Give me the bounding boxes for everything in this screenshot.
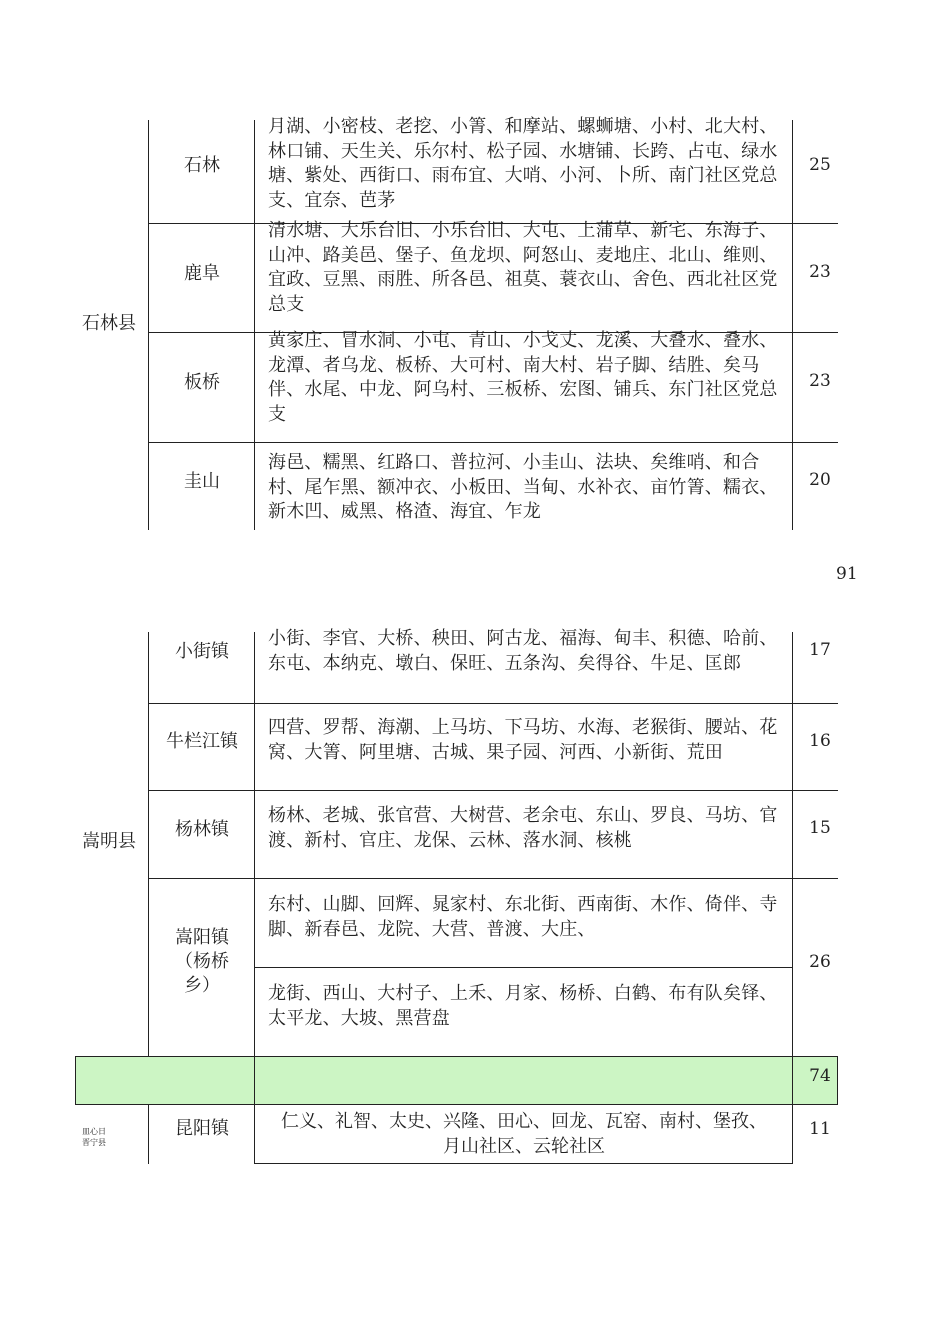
village-list: 杨林、老城、张官营、大树营、老余屯、东山、罗良、马坊、官渡、新村、官庄、龙保、云林、落水洞、核桃 [268,805,778,851]
village-list: 月山社区、云轮社区 [443,1136,605,1157]
village-list: 小街、李官、大桥、秧田、阿古龙、福海、甸丰、积德、哈前、东屯、本纳克、墩白、保旺、五条沟、矣得谷、牛足、匡郎 [268,628,778,674]
table-border [792,632,793,1056]
village-list: 月湖、小密枝、老挖、小箐、和摩站、螺蛳塘、小村、北大村、林口铺、天生关、乐尔村、松子园、水塘铺、长跨、占屯、绿水塘、紫处、西街口、雨布宜、大哨、小河、卜所、南门社区党总支、宜奈、芭茅 [268,116,778,211]
table-border [148,703,838,704]
table-border [792,1056,793,1104]
county-label: 皿心日 [82,1127,106,1136]
table-border [148,442,838,443]
table-border [254,1163,792,1164]
total-count: 91 [836,564,858,584]
table-border [254,967,792,968]
table-border [792,120,793,530]
town-name: 石林 [184,155,220,176]
village-count: 26 [809,952,831,972]
town-name: 杨林镇 [175,819,229,840]
village-list: 东村、山脚、回辉、晁家村、东北街、西南街、木作、倚伴、寺脚、新春邑、龙院、大营、普渡、大庄、 [268,894,778,940]
village-count: 15 [809,818,831,838]
village-count: 11 [809,1119,831,1139]
town-name: 嵩阳镇（杨桥乡） [175,927,229,996]
table-border [75,1056,76,1104]
town-name: 鹿阜 [184,263,220,284]
village-list: 黄家庄、冒水洞、小屯、青山、小戈丈、龙溪、大叠水、叠水、龙潭、者乌龙、板桥、大可村、南大村、岩子脚、结胜、矣马伴、水尾、中龙、阿乌村、三板桥、宏图、铺兵、东门社区党总支 [268,330,778,425]
table-border [254,632,255,1056]
village-count: 20 [809,470,831,490]
town-name: 板桥 [184,372,220,393]
county-label: 石林县 [82,313,136,334]
county-label: 晋宁县 [82,1138,106,1147]
village-list: 海邑、糯黑、红路口、普拉河、小圭山、法块、矣维哨、和合村、尾乍黑、额冲衣、小板田、当甸、水补衣、亩竹箐、糯衣、新木凹、威黑、格渣、海宜、乍龙 [268,452,778,522]
table-border [148,120,149,530]
village-list: 四营、罗帮、海潮、上马坊、下马坊、水海、老猴街、腰站、花窝、大箐、阿里塘、古城、果子园、河西、小新街、荒田 [268,717,778,763]
town-name: 圭山 [184,471,220,492]
table-border [148,1104,149,1164]
table-border [148,790,838,791]
village-count: 23 [809,262,831,282]
village-list: 清水塘、大乐台旧、小乐台旧、大屯、上蒲草、新宅、东海子、山冲、路美邑、堡子、鱼龙坝、阿怒山、麦地庄、北山、维则、宜政、豆黑、雨胜、所各邑、祖莫、蓑衣山、舍色、西北社区党总支 [268,220,778,315]
table-border [254,1056,255,1104]
village-count: 25 [809,155,831,175]
table-border [792,1104,793,1164]
total-count: 74 [809,1066,831,1086]
town-name: 牛栏江镇 [166,731,238,752]
village-count: 23 [809,371,831,391]
table-border [254,120,255,530]
village-list: 仁义、礼智、太史、兴隆、田心、回龙、瓦窑、南村、堡孜、 [281,1111,767,1132]
town-name: 小街镇 [175,641,229,662]
table-border [75,1104,838,1105]
village-count: 17 [809,640,831,660]
table-border [254,1104,255,1164]
table-border [75,1056,838,1057]
village-count: 16 [809,731,831,751]
village-list: 龙街、西山、大村子、上禾、月家、杨桥、白鹤、布有队矣铎、太平龙、大坡、黑营盘 [268,983,778,1029]
town-name: 昆阳镇 [175,1118,229,1139]
total-row [75,1056,837,1104]
table-border [148,878,838,879]
county-label: 嵩明县 [82,831,136,852]
